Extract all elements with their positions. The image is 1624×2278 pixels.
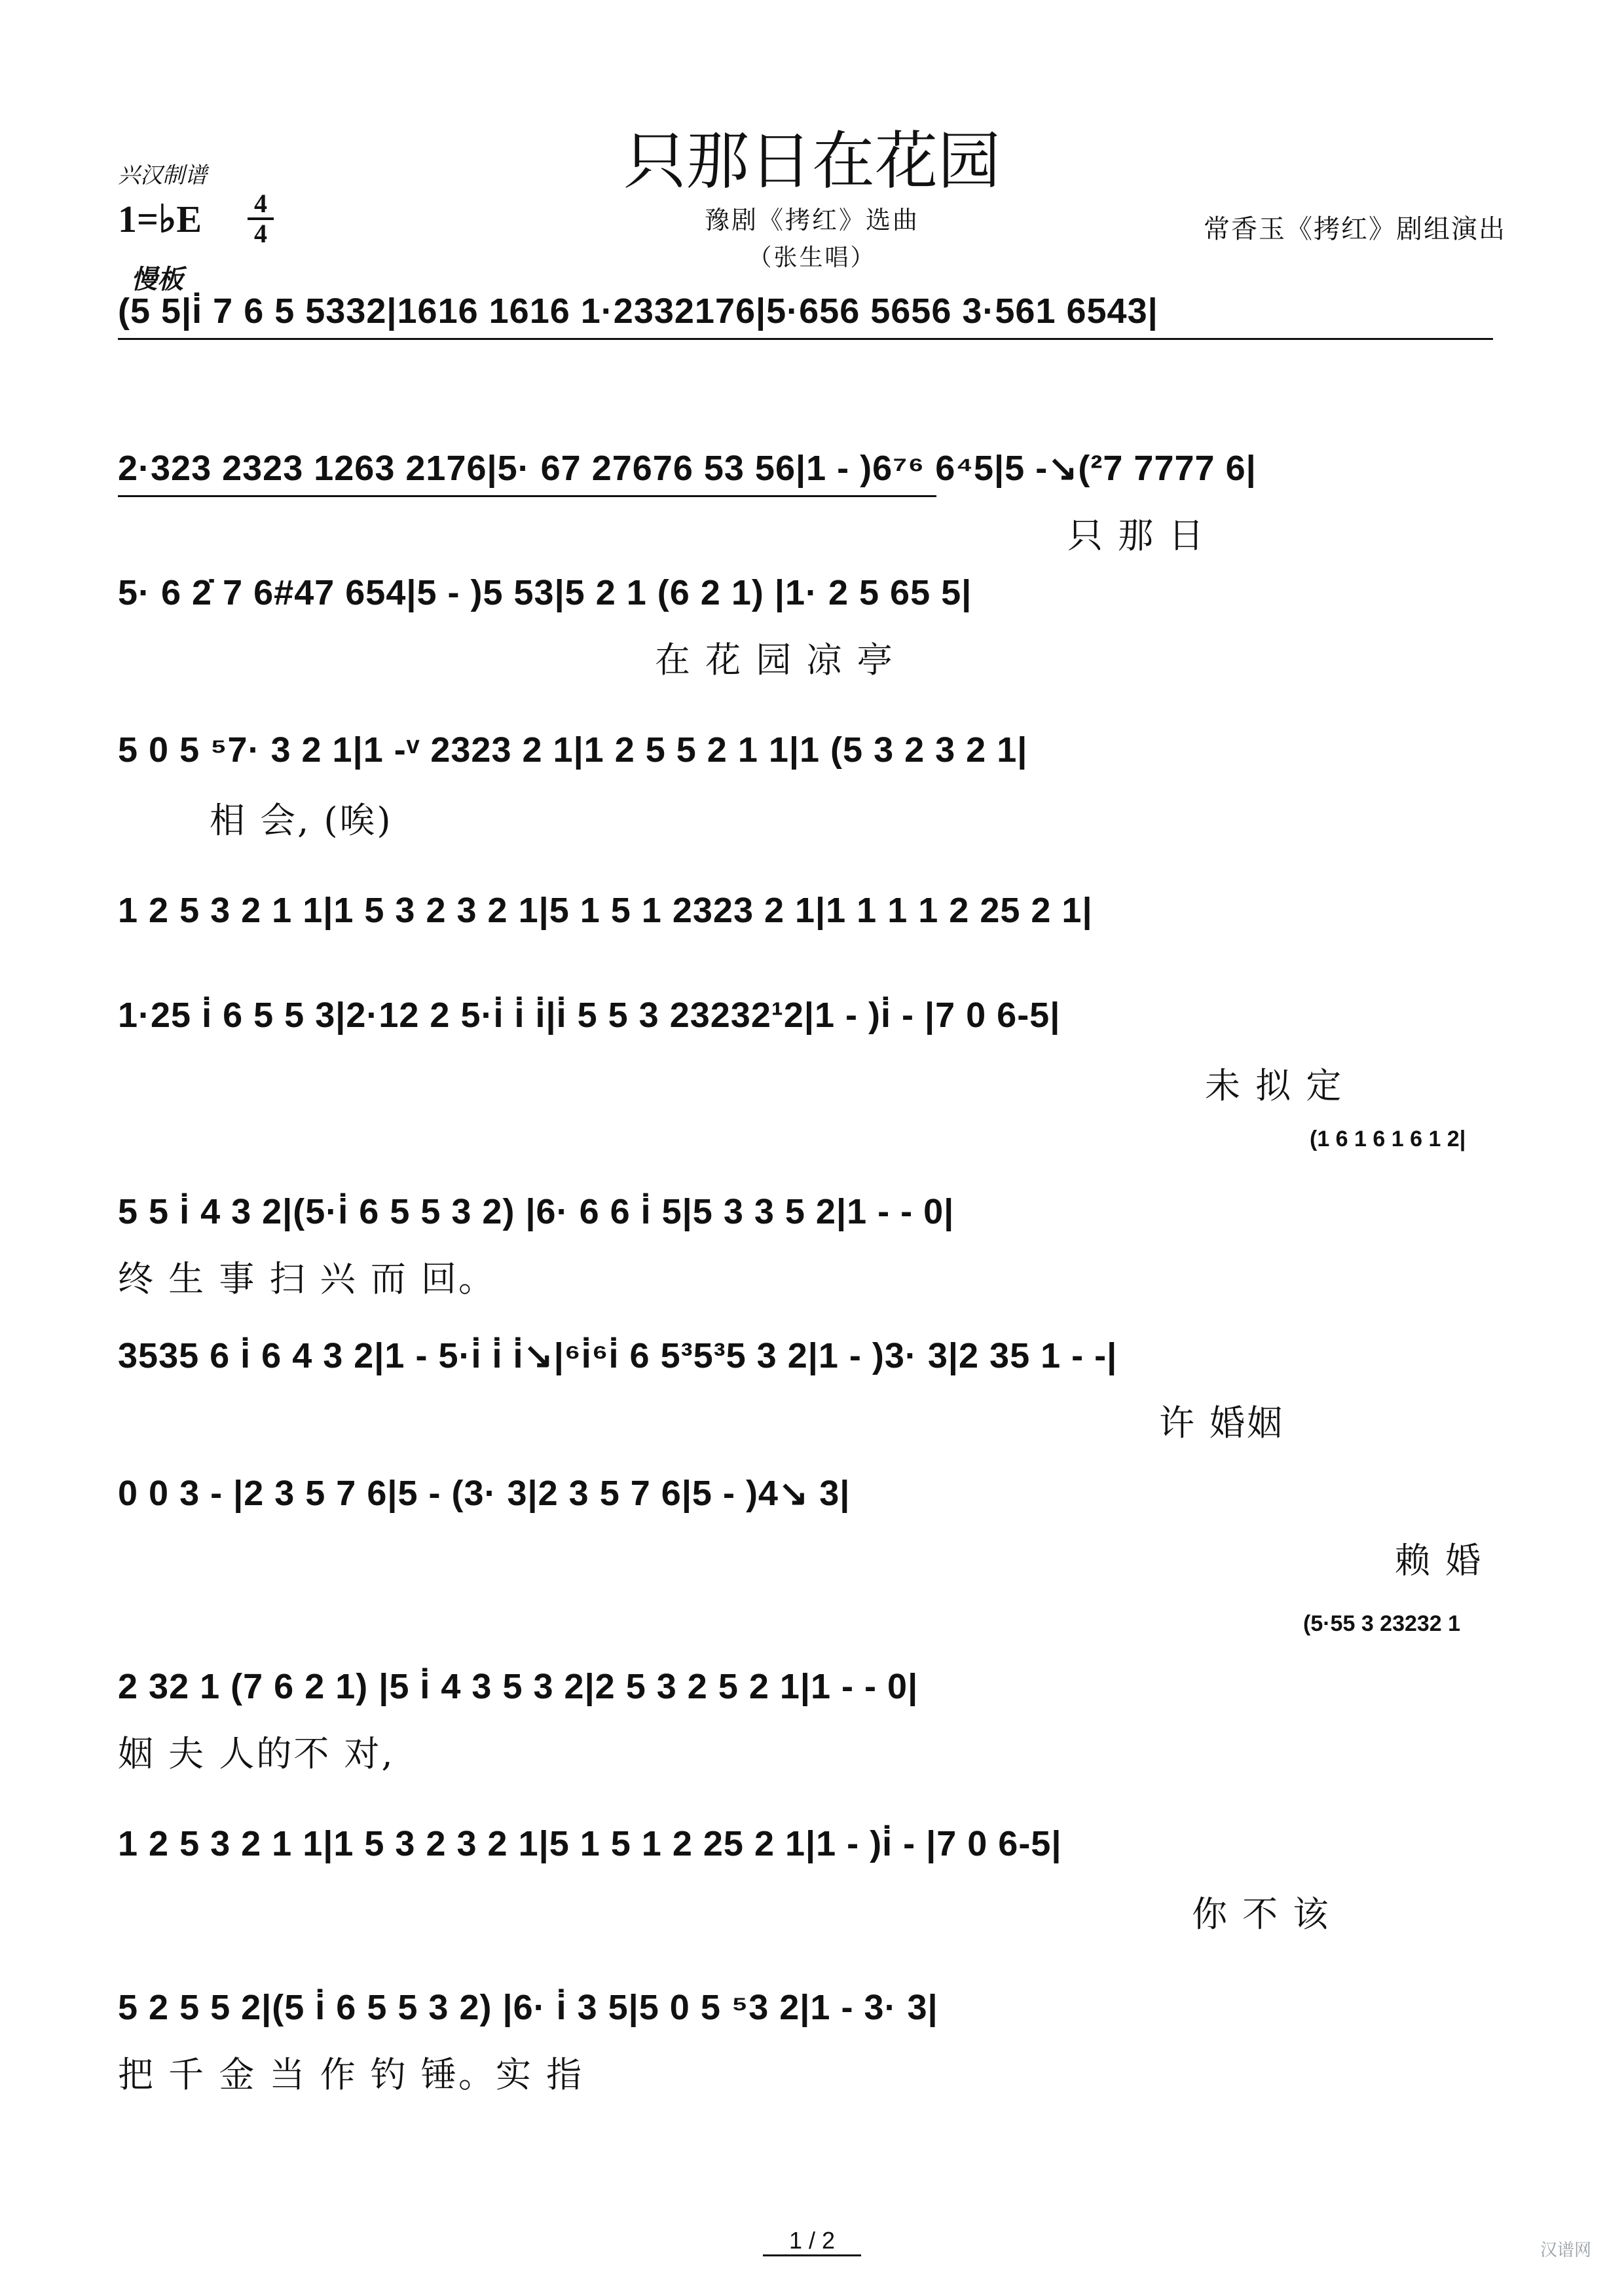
lyric-row: 姻 夫 人的不 对, bbox=[118, 1733, 395, 1774]
notation-row: 1 2 5 3 2 1 1|1 5 3 2 3 2 1|5 1 5 1 2 25 2 1|1 - )i̇ - |7 0 6-5| bbox=[118, 1824, 1062, 1863]
site-watermark: 汉谱网 bbox=[1540, 2241, 1591, 2260]
time-signature bbox=[248, 191, 274, 246]
ornament-phrase: (1 6 1 6 1 6 1 2| bbox=[1310, 1127, 1466, 1151]
lyric-row: 相 会, (唉) bbox=[210, 800, 393, 841]
notation-row: 5 2 5 5 2|(5 i̇ 6 5 5 3 2) |6· i̇ 3 5|5 0 5 ⁵3 2|1 - 3· 3| bbox=[118, 1988, 938, 2027]
ornament-phrase: (5·55 3 23232 1 bbox=[1303, 1611, 1461, 1636]
lyric-row: 在 花 园 凉 亭 bbox=[655, 639, 895, 681]
notation-row: 3535 6 i̇ 6 4 3 2|1 - 5·i̇ i̇ i̇↘|⁶i̇⁶i̇ 6 5³5³5 3 2|1 - )3· 3|2 35 1 - -| bbox=[118, 1336, 1118, 1375]
underline bbox=[118, 495, 936, 497]
lyric-row: 只 那 日 bbox=[1067, 515, 1206, 556]
tempo-marking: 慢板 bbox=[131, 264, 183, 295]
notation-row: 5 5 i̇ 4 3 2|(5·i̇ 6 5 5 3 2) |6· 6 6 i̇ 5|5 3 3 5 2|1 - - 0| bbox=[118, 1192, 955, 1231]
notation-row: 1·25 i̇ 6 5 5 3|2·12 2 5·i̇ i̇ i̇|i̇ 5 5 3 23232¹2|1 - )i̇ - |7 0 6-5| bbox=[118, 996, 1061, 1035]
time-signature-top: 4 bbox=[254, 189, 267, 218]
lyric-row: 你 不 该 bbox=[1192, 1894, 1331, 1935]
time-signature-bottom: 4 bbox=[254, 219, 267, 248]
notation-row: 2·323 2323 1263 2176|5· 67 27676 53 56|1 - )6⁷⁶ 6⁴5|5 -↘(²7 7777 6| bbox=[118, 449, 1257, 488]
song-subtitle: 豫剧《拷红》选曲 bbox=[704, 206, 919, 234]
notation-row: (5 5|i̇ 7 6 5 5332|1616 1616 1·2332176|5·656 5656 3·561 6543| bbox=[118, 291, 1158, 331]
lyric-row: 赖 婚 bbox=[1395, 1540, 1483, 1581]
notation-row: 2 32 1 (7 6 2 1) |5 i̇ 4 3 5 3 2|2 5 3 2 5 2 1|1 - - 0| bbox=[118, 1667, 919, 1706]
lyric-row: 许 婚姻 bbox=[1159, 1402, 1285, 1444]
notation-row: 0 0 3 - |2 3 5 7 6|5 - (3· 3|2 3 5 7 6|5 - )4↘ 3| bbox=[118, 1474, 851, 1513]
notation-row: 5· 6 2̇ 7 6#47 654|5 - )5 53|5 2 1 (6 2 1) |1· 2 5 65 5| bbox=[118, 573, 972, 612]
page-number-text: 1 / 2 bbox=[763, 2227, 861, 2256]
song-title: 只那日在花园 bbox=[623, 124, 1001, 198]
lyric-row: 未 拟 定 bbox=[1205, 1065, 1344, 1106]
performer-credit: 常香玉《拷红》剧组演出 bbox=[1204, 214, 1506, 244]
transcriber-credit: 兴汉制谱 bbox=[118, 162, 207, 189]
page-number bbox=[0, 2227, 1624, 2256]
lyric-row: 把 千 金 当 作 钓 锤。实 指 bbox=[118, 2054, 584, 2095]
notation-row: 5 0 5 ⁵7· 3 2 1|1 -ᵛ 2323 2 1|1 2 5 5 2 1 1|1 (5 3 2 3 2 1| bbox=[118, 730, 1028, 770]
lyric-row: 终 生 事 扫 兴 而 回。 bbox=[118, 1258, 496, 1299]
key-signature: 1=♭E bbox=[118, 198, 202, 240]
notation-row: 1 2 5 3 2 1 1|1 5 3 2 3 2 1|5 1 5 1 2323 2 1|1 1 1 1 2 25 2 1| bbox=[118, 891, 1093, 930]
underline bbox=[118, 338, 1493, 340]
singer-note: （张生唱） bbox=[748, 244, 876, 271]
